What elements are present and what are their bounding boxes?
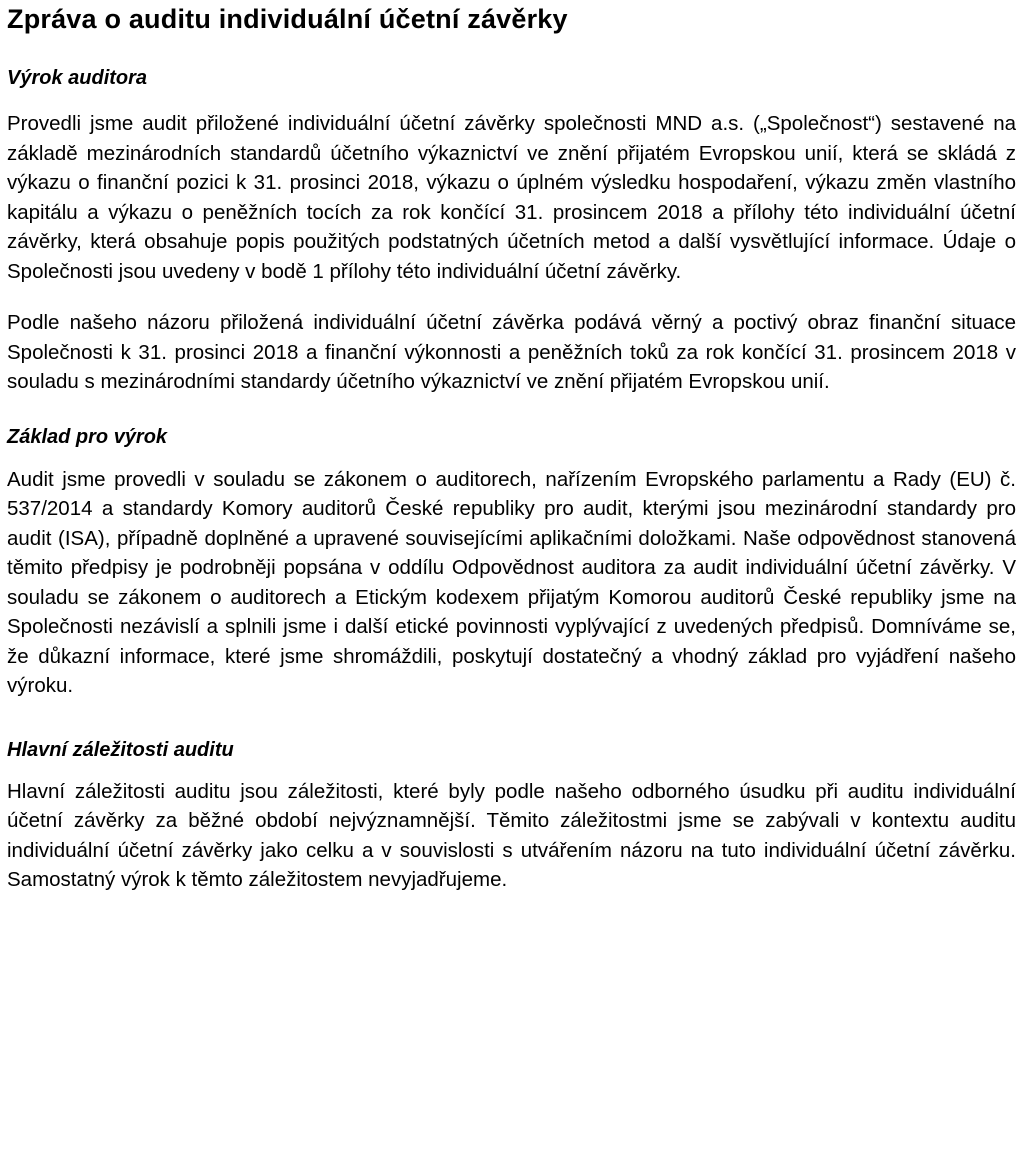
paragraph-key-audit-matters: Hlavní záležitosti auditu jsou záležitosti, které byly podle našeho odborného úsudku při auditu individuální účetní závěrky za běžné období nejvýznamnější. Těmito záležitostmi jsme se zabývali v kontextu auditu individuální účetní závěrky jako celku a v souvislosti s utvářením názoru na tuto individuální účetní závěrku. Samostatný výrok k těmto záležitostem nevyjadřujeme. <box>7 779 1016 891</box>
section-heading-basis-for-opinion: Základ pro výrok <box>7 425 168 448</box>
report-title: Zpráva o auditu individuální účetní závěrky <box>7 4 568 34</box>
section-basis-for-opinion <box>7 424 1016 701</box>
section-key-audit-matters <box>7 737 1016 895</box>
paragraph-audit-scope: Provedli jsme audit přiložené individuální účetní závěrky společnosti MND a.s. („Společnost“) sestavené na základě mezinárodních standardů účetního výkaznictví ve znění přijatém Evropskou unií, která se skládá z výkazu o finanční pozici k 31. prosinci 2018, výkazu o úplném výsledku hospodaření, výkazu změn vlastního kapitálu a výkazu o peněžních tocích za rok končící 31. prosincem 2018 a přílohy této individuální účetní závěrky, která obsahuje popis použitých podstatných účetních metod a další vysvětlující informace. Údaje o Společnosti jsou uvedeny v bodě 1 přílohy této individuální účetní závěrky. <box>7 112 1016 283</box>
section-auditor-opinion <box>7 65 1016 397</box>
paragraph-opinion: Podle našeho názoru přiložená individuální účetní závěrka podává věrný a poctivý obraz finanční situace Společnosti k 31. prosinci 2018 a finanční výkonnosti a peněžních toků za rok končící 31. prosincem 2018 v souladu s mezinárodními standardy účetního výkaznictví ve znění přijatém Evropskou unií. <box>7 311 1016 393</box>
section-heading-key-audit-matters: Hlavní záležitosti auditu <box>7 738 234 761</box>
section-heading-auditor-opinion: Výrok auditora <box>7 67 148 89</box>
paragraph-basis-for-opinion: Audit jsme provedli v souladu se zákonem o auditorech, nařízením Evropského parlamentu a Rady (EU) č. 537/2014 a standardy Komory auditorů České republiky pro audit, kterými jsou mezinárodní standardy pro audit (ISA), případně doplněné a upravené souvisejícími aplikačními doložkami. Naše odpovědnost stanovená těmito předpisy je podrobněji popsána v oddílu Odpovědnost auditora za audit individuální účetní závěrky. V souladu se zákonem o auditorech a Etickým kodexem přijatým Komorou auditorů České republiky jsme na Společnosti nezávislí a splnili jsme i další etické povinnosti vyplývající z uvedených předpisů. Domníváme se, že důkazní informace, které jsme shromáždili, poskytují dostatečný a vhodný základ pro vyjádření našeho výroku. <box>7 467 1016 697</box>
